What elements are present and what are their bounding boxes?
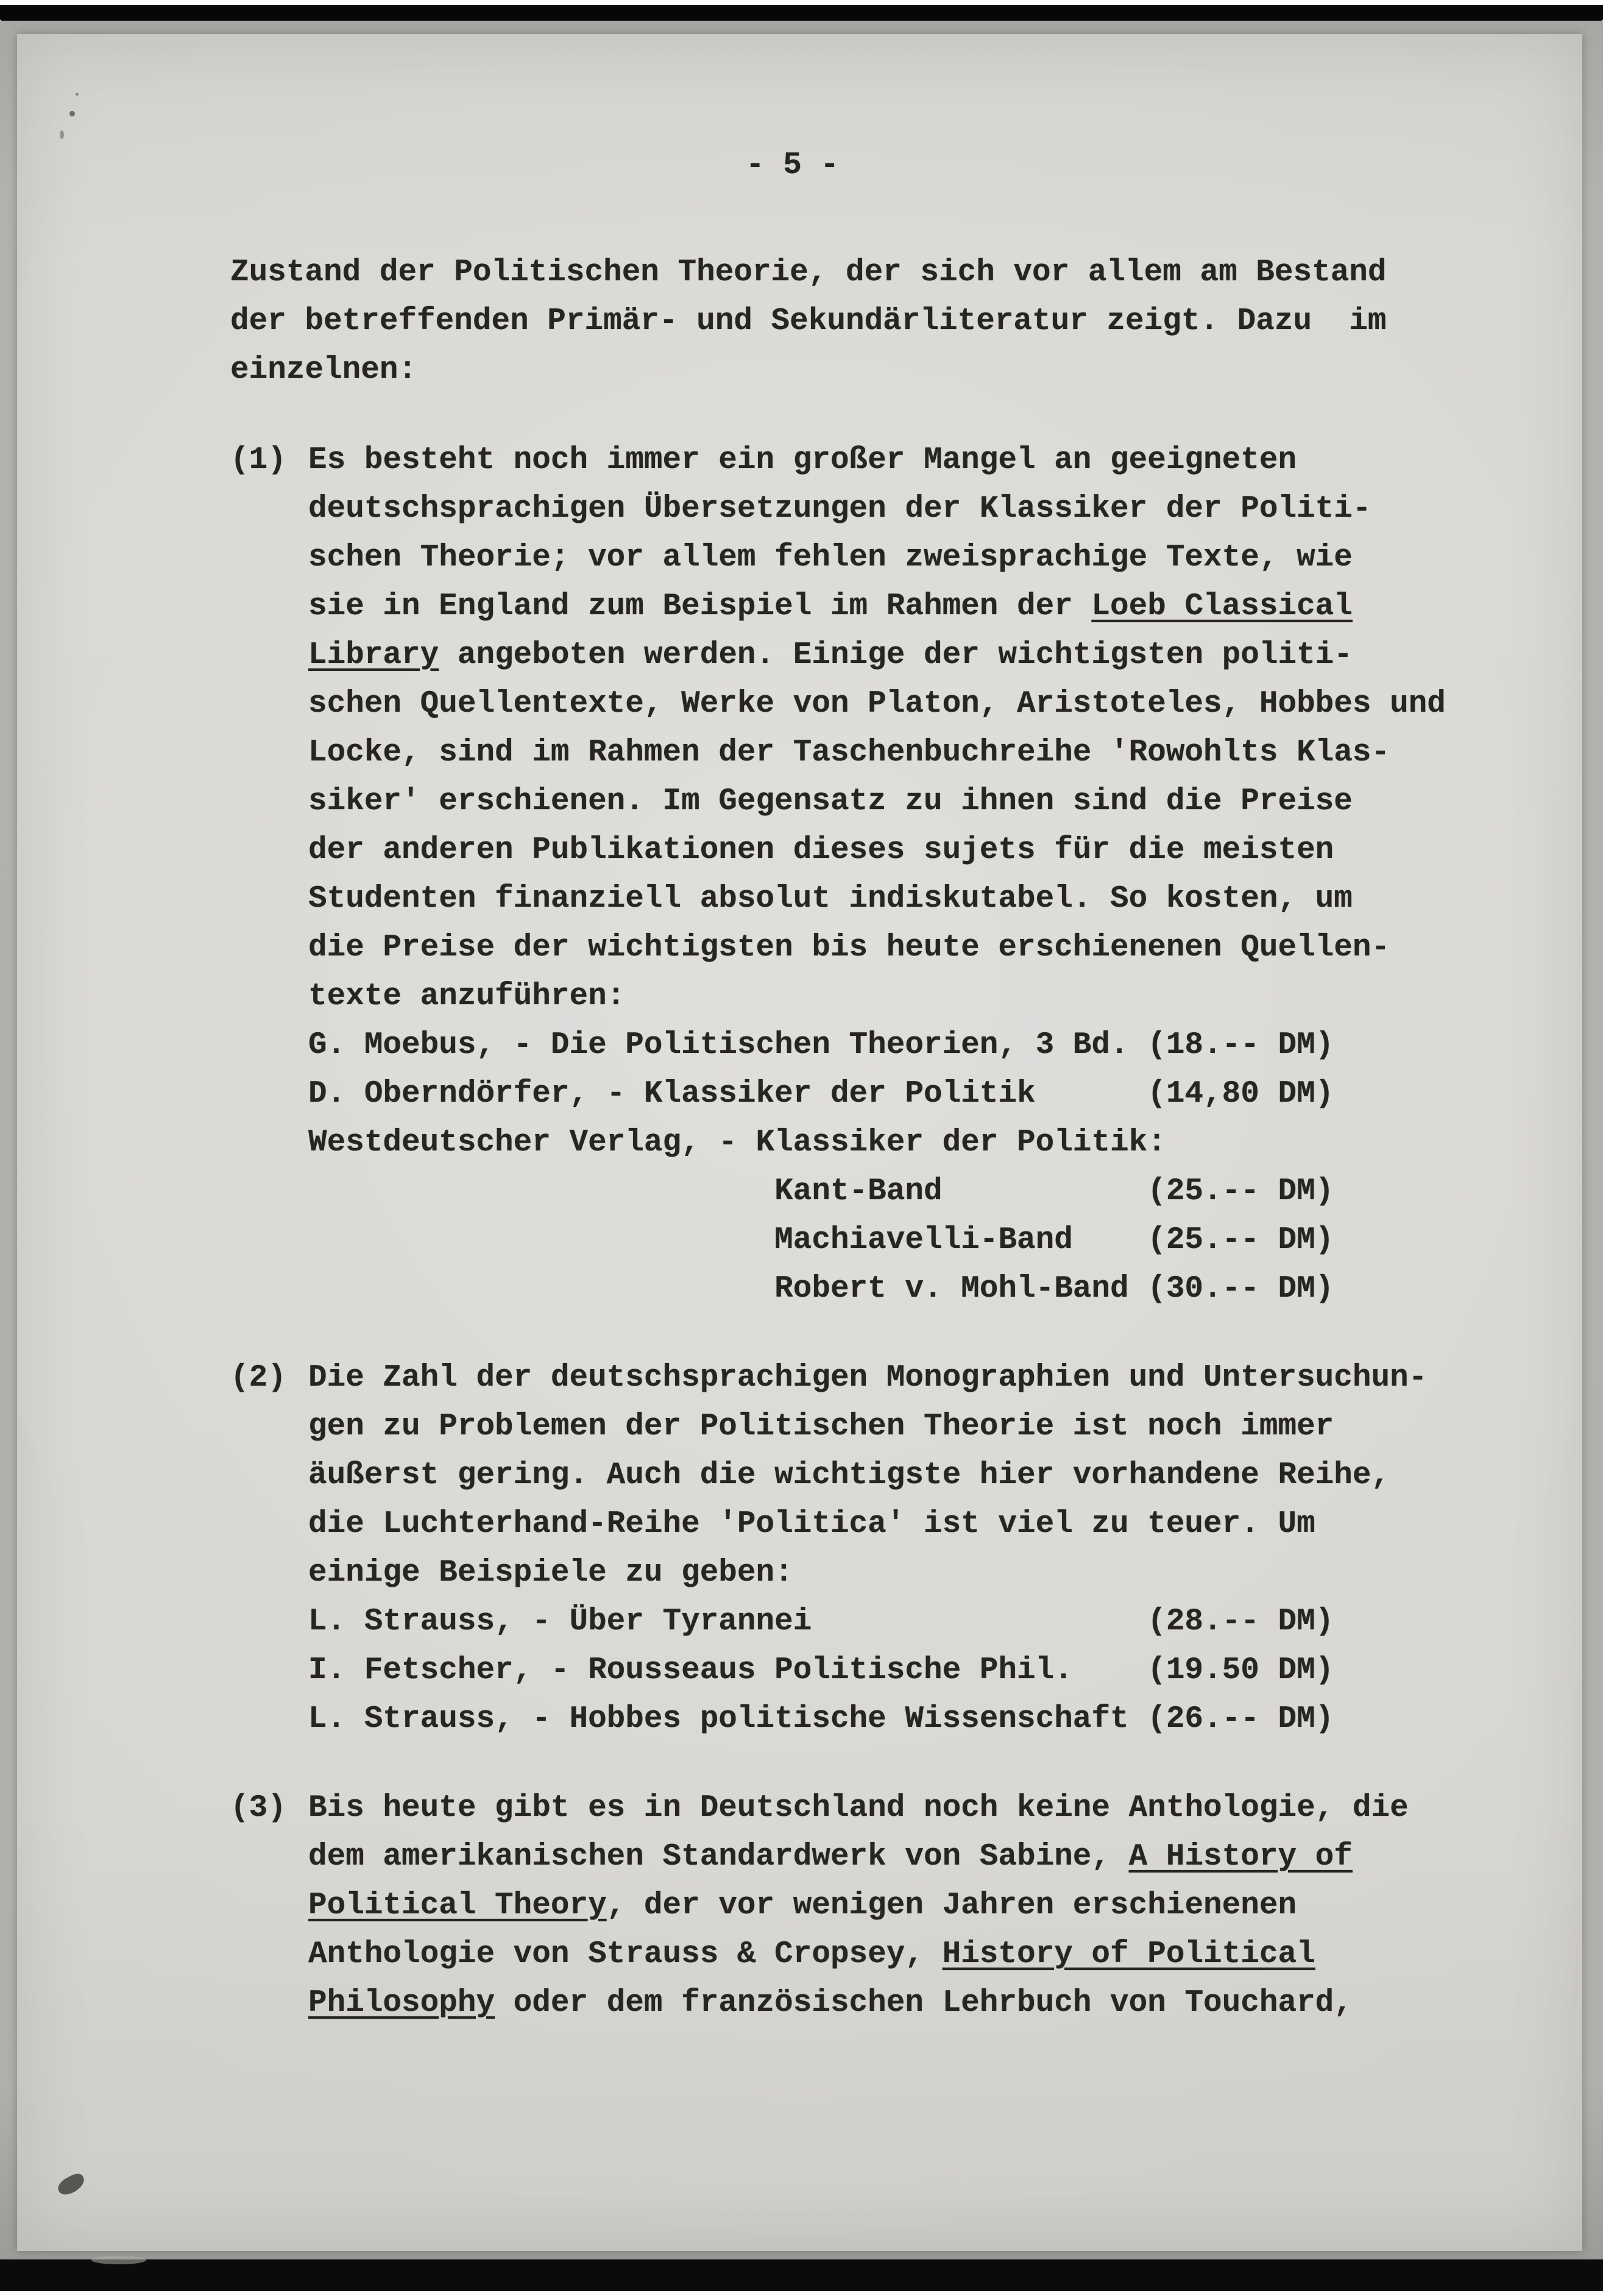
text-line	[308, 924, 1449, 973]
text-segment: Anthologie von Strauss & Cropsey,	[308, 1937, 943, 1972]
section-body	[308, 1784, 1449, 2028]
paper-page	[17, 34, 1582, 2251]
text-segment: oder dem französischen Lehrbuch von Touchard,	[495, 1986, 1353, 2021]
text-segment: einzelnen:	[230, 353, 417, 388]
text-segment: L. Strauss, - Hobbes politische Wissenschaft (26.-- DM)	[308, 1702, 1334, 1737]
text-line	[308, 1216, 1449, 1265]
text-segment: Locke, sind im Rahmen der Taschenbuchreihe 'Rowohlts Klas-	[308, 735, 1390, 770]
text-segment: der anderen Publikationen dieses sujets für die meisten	[308, 833, 1334, 868]
underlined-text: Political Theory	[308, 1888, 607, 1923]
underlined-text: Philosophy	[308, 1986, 495, 2021]
underlined-text: Library	[308, 638, 439, 673]
text-line	[308, 1930, 1449, 1979]
underlined-text: A History of	[1128, 1840, 1353, 1874]
section-marker: (1)	[230, 443, 286, 478]
text-segment: Studenten finanziell absolut indiskutabel. So kosten, um	[308, 882, 1353, 916]
page-content	[230, 141, 1449, 2028]
scan-artifact	[55, 2171, 88, 2199]
text-line	[308, 485, 1449, 534]
page-number: - 5 -	[746, 148, 840, 183]
text-line	[308, 1882, 1449, 1930]
text-line	[308, 1784, 1449, 1833]
scan-edge-bottom	[0, 2259, 1603, 2291]
text-segment: , der vor wenigen Jahren erschienenen	[606, 1888, 1297, 1923]
text-segment: Zustand der Politischen Theorie, der sich vor allem am Bestand	[230, 255, 1387, 290]
text-line	[308, 875, 1449, 924]
scan-artifact	[60, 130, 64, 139]
section-3	[230, 1784, 1449, 2028]
scan-artifact	[76, 93, 79, 96]
text-segment: Machiavelli-Band (25.-- DM)	[308, 1223, 1334, 1258]
text-line	[308, 973, 1449, 1021]
text-segment: äußerst gering. Auch die wichtigste hier vorhandene Reihe,	[308, 1458, 1390, 1493]
text-segment: Es besteht noch immer ein großer Mangel an geeigneten	[308, 443, 1297, 478]
text-segment: sie in England zum Beispiel im Rahmen der	[308, 589, 1092, 624]
text-segment: angeboten werden. Einige der wichtigsten politi-	[439, 638, 1353, 673]
text-segment: Robert v. Mohl-Band (30.-- DM)	[308, 1272, 1334, 1306]
text-line	[308, 1500, 1449, 1549]
text-line	[308, 1979, 1449, 2028]
text-segment: I. Fetscher, - Rousseaus Politische Phil. (19.50 DM)	[308, 1653, 1334, 1688]
text-line	[308, 680, 1449, 729]
text-line	[308, 1265, 1449, 1314]
scan-edge-top	[0, 5, 1603, 21]
section-marker: (3)	[230, 1791, 286, 1826]
underlined-text: Loeb Classical	[1091, 589, 1353, 624]
text-line	[308, 1119, 1449, 1167]
text-line	[308, 826, 1449, 875]
text-segment: einige Beispiele zu geben:	[308, 1556, 793, 1590]
text-segment: Bis heute gibt es in Deutschland noch keine Anthologie, die	[308, 1791, 1409, 1826]
text-line	[308, 1070, 1449, 1119]
text-line	[308, 1403, 1449, 1451]
intro-paragraph	[230, 249, 1449, 395]
text-line	[308, 778, 1449, 826]
text-line	[308, 1598, 1449, 1646]
text-line	[308, 1021, 1449, 1070]
text-segment: D. Oberndörfer, - Klassiker der Politik (14,80 DM)	[308, 1077, 1334, 1111]
section-body	[308, 1354, 1449, 1744]
section-2	[230, 1354, 1449, 1744]
text-segment: G. Moebus, - Die Politischen Theorien, 3 Bd. (18.-- DM)	[308, 1028, 1334, 1063]
text-segment: Die Zahl der deutschsprachigen Monographien und Untersuchun-	[308, 1361, 1428, 1395]
text-line	[308, 631, 1449, 680]
text-segment: die Luchterhand-Reihe 'Politica' ist viel zu teuer. Um	[308, 1507, 1315, 1542]
text-segment: die Preise der wichtigsten bis heute erschienenen Quellen-	[308, 930, 1390, 965]
text-line	[308, 1695, 1449, 1744]
section-body	[308, 436, 1449, 1314]
text-line	[308, 1167, 1449, 1216]
text-segment: schen Theorie; vor allem fehlen zweisprachige Texte, wie	[308, 540, 1353, 575]
text-segment: siker' erschienen. Im Gegensatz zu ihnen sind die Preise	[308, 784, 1353, 819]
text-line	[308, 436, 1449, 485]
text-segment: Kant-Band (25.-- DM)	[308, 1174, 1334, 1209]
text-segment: schen Quellentexte, Werke von Platon, Aristoteles, Hobbes und	[308, 687, 1446, 721]
text-line	[308, 1354, 1449, 1403]
text-line	[308, 1646, 1449, 1695]
text-line	[308, 1451, 1449, 1500]
sections-list	[230, 436, 1449, 2028]
text-line	[308, 729, 1449, 778]
text-segment: deutschsprachigen Übersetzungen der Klassiker der Politi-	[308, 492, 1371, 526]
text-segment: L. Strauss, - Über Tyrannei (28.-- DM)	[308, 1604, 1334, 1639]
text-line	[308, 583, 1449, 631]
text-segment: gen zu Problemen der Politischen Theorie ist noch immer	[308, 1409, 1334, 1444]
section-1	[230, 436, 1449, 1314]
text-line	[308, 1549, 1449, 1598]
text-line	[230, 249, 1449, 297]
text-segment: texte anzuführen:	[308, 979, 626, 1014]
text-line	[230, 346, 1449, 395]
underlined-text: History of Political	[942, 1937, 1315, 1972]
text-line	[230, 297, 1449, 346]
text-segment: der betreffenden Primär- und Sekundärliteratur zeigt. Dazu im	[230, 304, 1387, 339]
text-segment: Westdeutscher Verlag, - Klassiker der Politik:	[308, 1125, 1166, 1160]
scan-artifact	[69, 110, 76, 118]
section-marker: (2)	[230, 1361, 286, 1395]
text-line	[308, 534, 1449, 583]
text-line	[308, 1833, 1449, 1882]
text-segment: dem amerikanischen Standardwerk von Sabine,	[308, 1840, 1129, 1874]
